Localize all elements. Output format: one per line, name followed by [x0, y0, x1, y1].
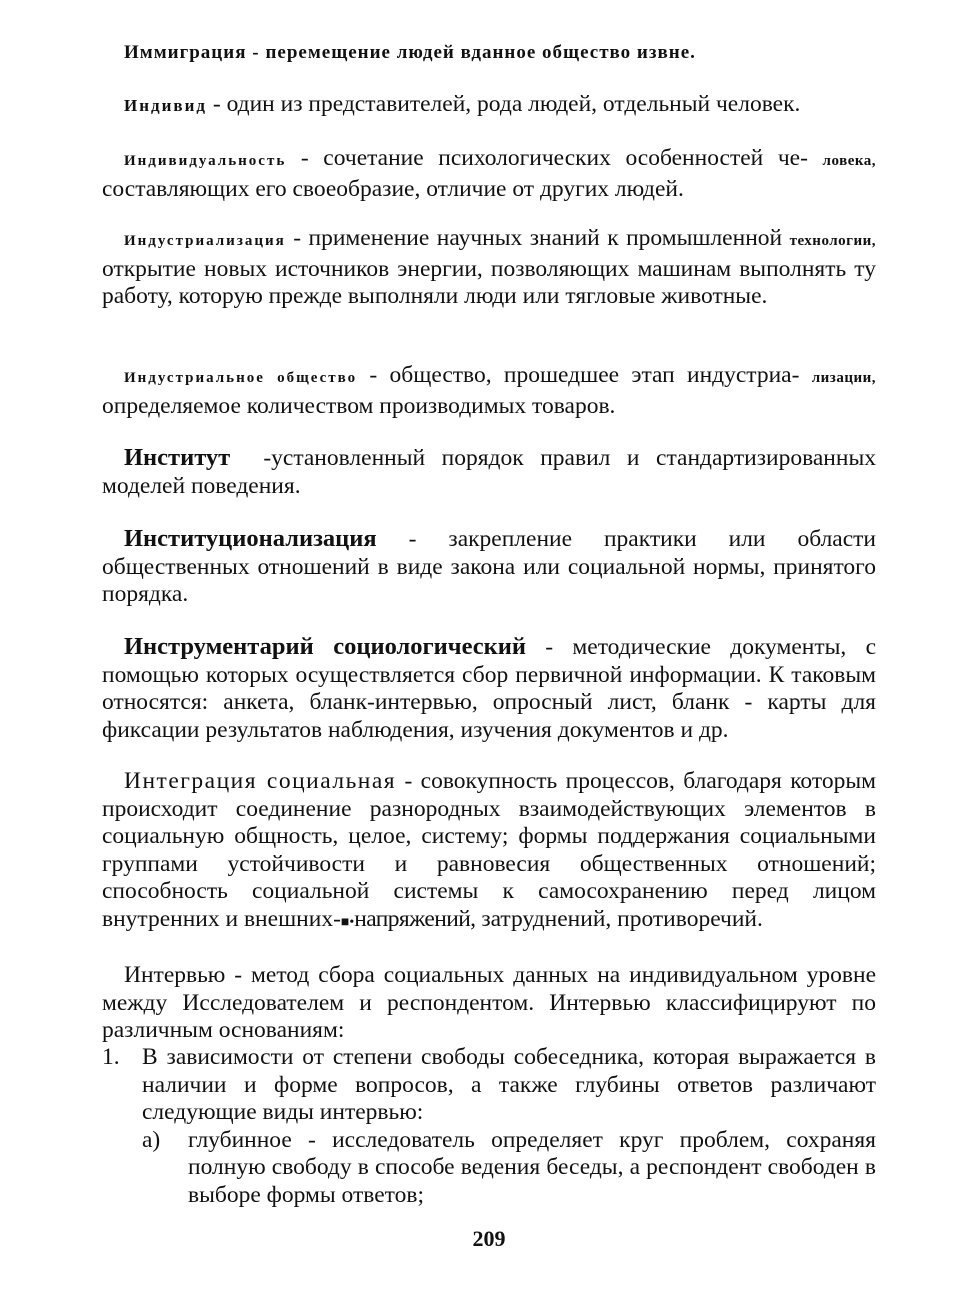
dash: -: [207, 91, 227, 117]
definition-part: применение научных знаний к промышленной: [308, 225, 783, 251]
dash: -: [357, 362, 390, 388]
interview-classification-list: [102, 1044, 876, 1209]
definition: метод сбора социальных данных на индивидуальном уровне между Исследователем и респондентом. Интервью классифицируют по различным основаниям:: [102, 962, 877, 1043]
term: Индивидуальность: [124, 153, 287, 169]
entry-institute: [102, 444, 876, 500]
term: Индивид: [124, 96, 207, 115]
list-item-number: 1.: [102, 1044, 120, 1070]
definition: установленный порядок правил и стандартизированных моделей поведения.: [102, 445, 876, 499]
definition: перемещение людей вданное общество извне.: [265, 42, 696, 63]
definition-part: совокупность процессов, благодаря которым происходит соединение разнородных взаимодействующих элементов в социальную общность, целое, систему; формы поддержания социальными группами устойчивости и равновесия общественных отношений; способность социальной системы к самосохранению перед лицом внутренних и внешних-: [102, 768, 876, 932]
entry-interview: [102, 962, 876, 1045]
list-item-number: а): [142, 1126, 161, 1153]
definition-part: открытие новых источников энергии, позволяющих машинам выполнять ту работу, которую прежде выполняли люди или тягловые животные.: [102, 255, 876, 309]
term: Институт: [124, 444, 231, 471]
term: Иммиграция -: [124, 42, 260, 63]
list-item: [142, 1127, 876, 1210]
dash: -: [286, 145, 324, 171]
dash: -: [225, 962, 252, 988]
term-continuation: лизации,: [811, 370, 876, 386]
list-item: [102, 1044, 876, 1127]
dash: -: [285, 225, 309, 251]
definition-part: затруднений, противоречий.: [475, 905, 763, 932]
term: Инструментарий социологический: [124, 633, 526, 660]
scan-artifact-glyph: ■•: [340, 914, 355, 930]
entry-instrumentarium: [102, 633, 876, 744]
list-item-text: В зависимости от степени свободы собеседника, которая выражается в наличии и форме вопросов, а также глубины ответов различают следующие виды интервью:: [142, 1044, 876, 1125]
dash: -: [526, 634, 573, 660]
definition-part: общество, прошедшее этап индустриа-: [389, 362, 800, 388]
entry-social-integration: [102, 768, 876, 936]
term-continuation: технологии,: [789, 233, 877, 249]
definition: закрепление практики или области общественных отношений в виде закона или социальной нормы, принятого порядка.: [102, 526, 877, 607]
entry-industrialization: [102, 225, 876, 311]
definition-part: составляющих его своеобразие, отличие от других людей.: [102, 175, 684, 202]
entry-industrial-society: [102, 362, 876, 420]
term: Институционализация: [124, 525, 377, 552]
dash: -: [230, 445, 272, 471]
definition-part: определяемое количеством производимых товаров.: [102, 392, 616, 419]
term: Индустриальное общество: [124, 370, 358, 386]
definition: один из представителей, рода людей, отдельный человек.: [226, 91, 801, 117]
entry-individuality: [102, 145, 876, 203]
definition-part: напряжений,: [354, 905, 476, 932]
entry-immigration: [102, 38, 876, 67]
entry-institutionalization: [102, 525, 876, 609]
term: Интервью: [124, 962, 226, 988]
definition: методические документы, с помощью которых осуществляется сбор первичной информации. К таковым относятся: анкета, бланк-интервью, опросный лист, бланк - карты для фиксации результатов наблюдения, изучения документов и др.: [102, 634, 877, 743]
dash: -: [396, 768, 421, 794]
term: Интеграция социальная: [124, 768, 397, 794]
term: Индустриализация: [124, 233, 286, 249]
page-number: 209: [472, 1226, 506, 1251]
definition-part: сочетание психологических особенностей че-: [323, 145, 808, 171]
entry-individ: [102, 91, 876, 120]
term-continuation: ловека,: [822, 153, 877, 169]
list-item-text: глубинное - исследователь определяет круг проблем, сохраняя полную свободу в способе ведения беседы, а респондент свободен в выборе формы ответов;: [188, 1126, 876, 1208]
dash: -: [376, 526, 449, 552]
